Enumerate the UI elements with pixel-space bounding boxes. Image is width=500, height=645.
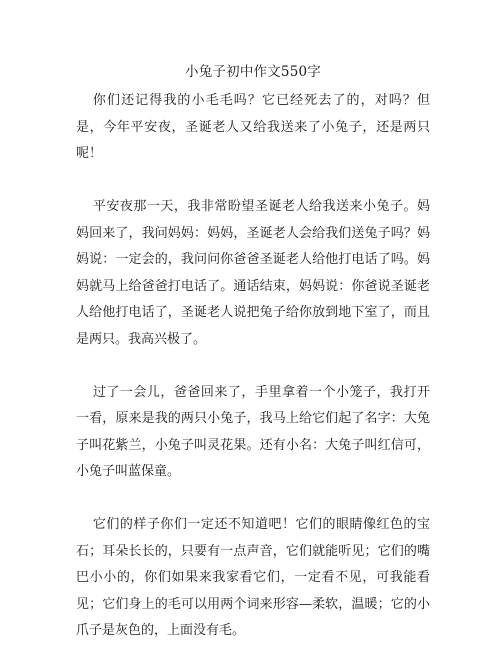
paragraph-3: 过了一会儿，爸爸回来了，手里拿着一个小笼子，我打开一看，原来是我的两只小兔子，我马上给它们起了名字：大兔子叫花紫兰，小兔子叫灵花果。还有小名：大兔子叫红信可，小兔子叫蓝保童。 [76, 384, 430, 479]
paragraph-2: 平安夜那一天，我非常盼望圣诞老人给我送来小兔子。妈妈回来了，我问妈妈：妈妈，圣诞老人会给我们送兔子吗？妈妈说：一定会的，我问问你爸爸圣诞老人给他打电话了吗。妈妈就马上给爸爸打电话了。通话结束，妈妈说：你爸说圣诞老人给他打电话了，圣诞老人说把兔子给你放到地下室了，而且是两只。我高兴极了。 [76, 199, 430, 347]
document-title: 小兔子初中作文550字 [185, 64, 321, 80]
paragraph-1: 你们还记得我的小毛毛吗？它已经死去了的，对吗？但是，今年平安夜，圣诞老人又给我送来了小兔子，还是两只呢！ [76, 93, 430, 161]
paragraph-4: 它们的样子你们一定还不知道吧！它们的眼睛像红色的宝石；耳朵长长的，只要有一点声音，它们就能听见；它们的嘴巴小小的，你们如果来我家看它们，一定看不见，可我能看见；它们身上的毛可以用两个词来形容—柔软，温暖；它的小爪子是灰色的，上面没有毛。 [76, 517, 430, 638]
paragraph-spacer [76, 168, 430, 195]
paragraph-spacer [76, 353, 430, 380]
paragraph-spacer [76, 486, 430, 513]
